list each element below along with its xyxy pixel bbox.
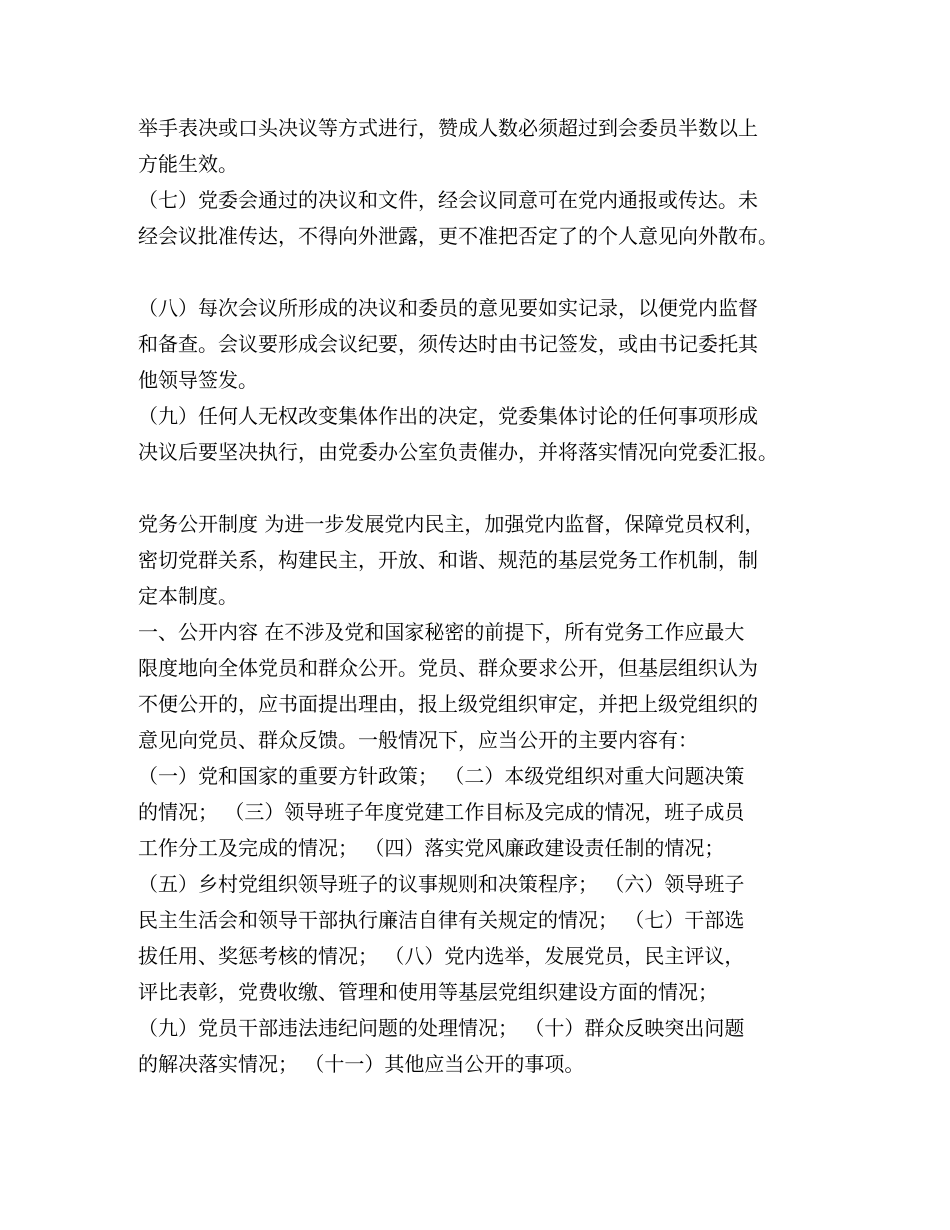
text-line: 不便公开的，应书面提出理由，报上级党组织审定，并把上级党组织的 [138, 692, 758, 716]
text-line: 方能生效。 [138, 152, 238, 176]
text-line: 评比表彰，党费收缴、管理和使用等基层党组织建设方面的情况； [138, 980, 718, 1004]
text-line: 限度地向全体党员和群众公开。党员、群众要求公开，但基层组织认为 [138, 656, 758, 680]
text-line: （八）每次会议所形成的决议和委员的意见要如实记录，以便党内监督 [138, 296, 758, 320]
text-line: 意见向党员、群众反馈。一般情况下，应当公开的主要内容有： [138, 728, 698, 752]
text-line: 经会议批准传达，不得向外泄露，更不准把否定了的个人意见向外散布。 [138, 224, 778, 248]
text-line: （九）党员干部违法违纪问题的处理情况； （十）群众反映突出问题 [138, 1016, 745, 1040]
text-line: （七）党委会通过的决议和文件，经会议同意可在党内通报或传达。未 [138, 188, 758, 212]
text-line: 和备查。会议要形成会议纪要，须传达时由书记签发，或由书记委托其 [138, 332, 758, 356]
text-line: 拔任用、奖惩考核的情况； （八）党内选举，发展党员，民主评议， [138, 944, 745, 968]
text-line: （一）党和国家的重要方针政策； （二）本级党组织对重大问题决策 [138, 764, 745, 788]
text-line: 决议后要坚决执行，由党委办公室负责催办，并将落实情况向党委汇报。 [138, 440, 778, 464]
text-line: 密切党群关系，构建民主，开放、和谐、规范的基层党务工作机制，制 [138, 548, 758, 572]
text-line: 一、公开内容 在不涉及党和国家秘密的前提下，所有党务工作应最大 [138, 620, 745, 644]
text-line: 的解决落实情况； （十一）其他应当公开的事项。 [138, 1052, 585, 1076]
text-line: 举手表决或口头决议等方式进行，赞成人数必须超过到会委员半数以上 [138, 116, 758, 140]
text-line: （九）任何人无权改变集体作出的决定，党委集体讨论的任何事项形成 [138, 404, 758, 428]
text-line: 他领导签发。 [138, 368, 258, 392]
text-line: 工作分工及完成的情况； （四）落实党风廉政建设责任制的情况； [138, 836, 725, 860]
text-line: 民主生活会和领导干部执行廉洁自律有关规定的情况； （七）干部选 [138, 908, 745, 932]
text-line: （五）乡村党组织领导班子的议事规则和决策程序； （六）领导班子 [138, 872, 745, 896]
text-line: 党务公开制度 为进一步发展党内民主，加强党内监督，保障党员权利， [138, 512, 765, 536]
text-line: 定本制度。 [138, 584, 238, 608]
text-line: 的情况； （三）领导班子年度党建工作目标及完成的情况，班子成员 [138, 800, 745, 824]
